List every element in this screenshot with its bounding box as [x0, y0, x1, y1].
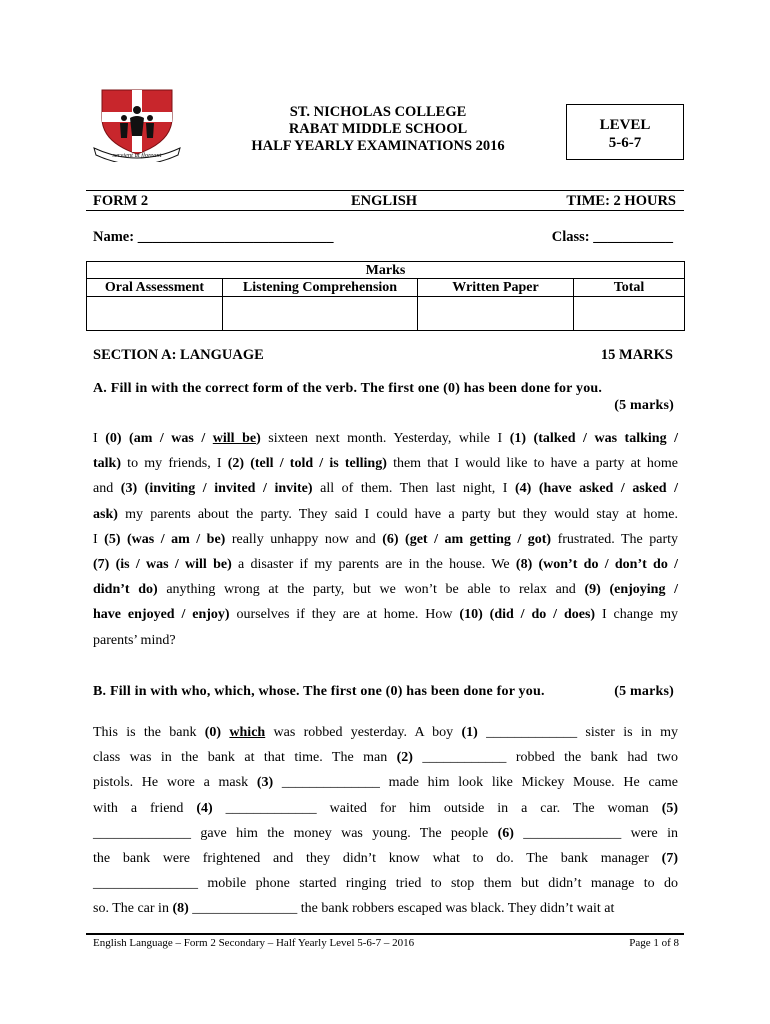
text-segment: I [93, 431, 106, 446]
paragraph-line [93, 451, 678, 476]
section-a-title: SECTION A: LANGUAGE [93, 347, 264, 363]
footer-title: English Language – Form 2 Secondary – Half Yearly Level 5-6-7 – 2016 [93, 937, 415, 949]
bold-segment: (5) (was / am / be) [104, 531, 226, 547]
text-segment: my parents about the party. They said I could have a party but they would stay at home. [117, 506, 678, 522]
school-heading [230, 104, 526, 155]
text-segment: ______________ made him look like Mickey Mouse. He came [273, 775, 678, 791]
name-field[interactable]: Name: ___________________________ [93, 229, 334, 245]
bold-segment: (8) (won’t do / don’t do / [515, 556, 678, 572]
text-segment: I change my [595, 607, 678, 623]
bold-segment: (4) (have asked / asked / [515, 481, 679, 497]
col-listening-comprehension: Listening Comprehension [223, 279, 418, 297]
paragraph-line [93, 871, 678, 896]
text-segment: anything wrong at the party, but we won’t be able to relax and [157, 582, 585, 598]
paragraph-line [93, 476, 678, 501]
divider-bottom [86, 210, 684, 211]
text-segment: frustrated. The party [551, 531, 678, 547]
paragraph-line [93, 896, 678, 921]
divider-top [86, 190, 684, 191]
paragraph-line [93, 846, 678, 871]
bold-segment: didn’t do) [93, 582, 158, 598]
bold-segment: (3) (inviting / invited / invite) [120, 481, 313, 497]
page-footer [93, 937, 679, 951]
text-segment: _____________ sister is in my [477, 725, 679, 740]
form-info-row [93, 193, 676, 211]
bold-segment: which [229, 725, 266, 740]
paragraph-line [93, 577, 678, 602]
bold-segment: (10) (did / do / does) [459, 607, 596, 623]
text-segment: _______________ mobile phone started ringing tried to stop them but didn’t manage to do [93, 876, 678, 892]
text-segment: and [93, 481, 121, 497]
exercise-b-marks: (5 marks) [614, 684, 674, 699]
col-written-paper: Written Paper [418, 279, 574, 297]
crest-motto: servient ut floreant [112, 152, 162, 159]
text-segment: them that I would like to have a party at home [386, 456, 678, 472]
bold-segment: (1) (talked / was talking / [509, 431, 678, 446]
exercise-b-paragraph [93, 720, 678, 922]
bold-segment: (2) [396, 750, 413, 766]
page-number: Page 1 of 8 [629, 937, 679, 949]
paragraph-line [93, 770, 678, 795]
text-segment: ourselves if they are at home. How [229, 607, 460, 623]
exercise-b-instruction: B. Fill in with who, which, whose. The first one (0) has been done for you. [93, 684, 545, 699]
text-segment: with a friend [93, 800, 197, 816]
level-value: 5-6-7 [608, 135, 642, 151]
bold-segment: (6) [497, 825, 514, 841]
school-branch: RABAT MIDDLE SCHOOL [288, 121, 468, 137]
bold-segment: (0) [204, 725, 230, 740]
text-segment: a disaster if my parents are in the house. We [231, 556, 516, 572]
bold-segment: (5) [661, 800, 679, 816]
bold-segment: (4) [196, 800, 213, 816]
text-segment: _______________ the bank robbers escaped was black. They didn’t wait at [188, 901, 615, 917]
paragraph-line [93, 745, 678, 770]
bold-segment: (3) [256, 775, 274, 791]
exercise-a-paragraph [93, 426, 678, 653]
text-segment: all of them. Then last night, I [312, 481, 516, 497]
bold-segment: talk) [93, 456, 121, 472]
level-label: LEVEL [599, 117, 651, 133]
total-score-cell[interactable] [574, 297, 685, 331]
text-segment: I [93, 531, 105, 547]
paragraph-line [93, 602, 678, 627]
text-segment: ______________ were in [513, 825, 678, 841]
text-segment: parents’ mind? [93, 632, 176, 648]
written-score-cell[interactable] [418, 297, 574, 331]
section-a-heading [93, 347, 673, 365]
text-segment: This is the bank [93, 725, 205, 740]
text-segment: ______________ gave him the money was young. The people [93, 825, 498, 841]
text-segment: was robbed yesterday. A boy [265, 725, 462, 740]
paragraph-line [93, 502, 678, 527]
text-segment: ____________ robbed the bank had two [412, 750, 678, 766]
bold-segment: (9) (enjoying / [584, 582, 678, 598]
paragraph-line [93, 426, 678, 451]
bold-segment: (1) [461, 725, 478, 740]
bold-segment: (2) (tell / told / is telling) [227, 456, 387, 472]
student-info-row [93, 229, 673, 247]
marks-title: Marks [87, 262, 685, 279]
footer-divider [86, 933, 684, 935]
section-a-marks: 15 MARKS [600, 347, 673, 363]
bold-segment: will be [212, 431, 257, 446]
school-crest-logo [92, 88, 182, 162]
time-label: TIME: 2 HOURS [566, 193, 676, 209]
text-segment: the bank were frightened and they didn’t know what to do. The bank manager [93, 850, 662, 866]
bold-segment: (0) (am / was / [105, 431, 213, 446]
form-label: FORM 2 [93, 193, 149, 209]
exam-title: HALF YEARLY EXAMINATIONS 2016 [251, 138, 505, 154]
text-segment: class was in the bank at that time. The man [93, 750, 397, 766]
paragraph-line [93, 628, 678, 653]
bold-segment: (7) [661, 850, 678, 866]
level-box [566, 104, 684, 160]
paragraph-line [93, 821, 678, 846]
school-name: ST. NICHOLAS COLLEGE [289, 104, 467, 120]
paragraph-line [93, 527, 678, 552]
col-total: Total [574, 279, 685, 297]
exercise-a-instruction: A. Fill in with the correct form of the verb. The first one (0) has been done for you. [93, 381, 603, 396]
subject-label: ENGLISH [351, 193, 418, 209]
paragraph-line [93, 720, 678, 745]
listening-score-cell[interactable] [223, 297, 418, 331]
bold-segment: (6) (get / am getting / got) [382, 531, 552, 547]
class-field[interactable]: Class: ___________ [551, 229, 673, 245]
text-segment: pistols. He wore a mask [93, 775, 257, 791]
bold-segment: (8) [172, 901, 189, 917]
paragraph-line [93, 796, 678, 821]
col-oral-assessment: Oral Assessment [87, 279, 223, 297]
oral-score-cell[interactable] [87, 297, 223, 331]
bold-segment: ) [256, 431, 261, 446]
text-segment: really unhappy now and [225, 531, 383, 547]
bold-segment: ask) [93, 506, 118, 522]
paragraph-line [93, 552, 678, 577]
text-segment: sixteen next month. Yesterday, while I [260, 431, 510, 446]
bold-segment: (7) (is / was / will be) [93, 556, 232, 572]
exercise-a-marks: (5 marks) [614, 398, 674, 413]
text-segment: _____________ waited for him outside in a car. The woman [212, 800, 662, 816]
text-segment: to my friends, I [121, 456, 228, 472]
bold-segment: have enjoyed / enjoy) [93, 607, 230, 623]
marks-table [86, 261, 685, 331]
text-segment: so. The car in [93, 901, 173, 917]
